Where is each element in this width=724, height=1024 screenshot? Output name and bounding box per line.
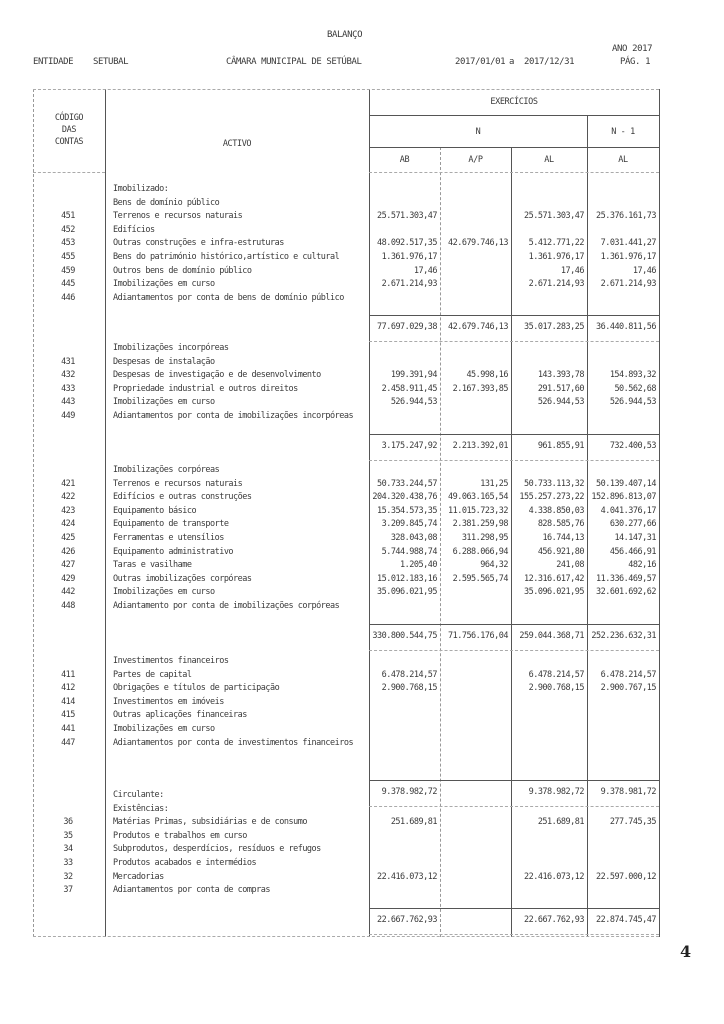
account-label: Taras e vasilhame bbox=[113, 560, 192, 571]
value-ab: 5.744.988,74 bbox=[381, 546, 437, 557]
total-ap: 71.756.176,04 bbox=[447, 630, 508, 641]
value-al: 12.316.617,42 bbox=[523, 573, 584, 584]
total-ab: 330.800.544,75 bbox=[372, 630, 437, 641]
code-header-line1: CÓDIGO bbox=[54, 113, 84, 123]
section-end-line bbox=[369, 650, 659, 651]
value-ab: 204.320.438,76 bbox=[372, 492, 437, 503]
account-label: Imobilizações em curso bbox=[113, 724, 215, 734]
period-separator: a bbox=[509, 57, 515, 67]
account-code: 447 bbox=[61, 737, 75, 748]
account-label: Investimentos em imóveis bbox=[113, 696, 224, 707]
value-ab: 2.458.911,45 bbox=[381, 383, 437, 394]
section-end-line bbox=[369, 460, 659, 461]
value-al: 526.944,53 bbox=[537, 397, 584, 408]
period-start: 2017/01/01 bbox=[455, 57, 506, 67]
total-ap: 42.679.746,13 bbox=[447, 322, 508, 333]
value-al-prev: 11.336.469,57 bbox=[595, 573, 656, 584]
grid-line bbox=[369, 172, 659, 173]
account-label: Edifícios bbox=[113, 224, 155, 235]
value-al: 25.571.303,47 bbox=[523, 211, 584, 222]
account-code: 451 bbox=[61, 211, 75, 222]
value-ap: 131,25 bbox=[480, 478, 508, 489]
total-al: 9.378.982,72 bbox=[528, 787, 584, 798]
account-code: 455 bbox=[61, 252, 75, 262]
al-header: AL bbox=[544, 155, 554, 165]
account-code: 449 bbox=[61, 411, 75, 421]
section-title: Imobilizado: bbox=[113, 184, 169, 194]
value-ab: 3.209.845,74 bbox=[381, 519, 437, 530]
value-ap: 6.288.066,94 bbox=[452, 546, 508, 557]
total-ab: 77.697.029,38 bbox=[376, 322, 437, 333]
code-header-line3: CONTAS bbox=[54, 137, 84, 147]
value-al-prev: 17,46 bbox=[632, 265, 656, 276]
account-label: Imobilizações em curso bbox=[113, 279, 215, 290]
value-ab: 1.361.976,17 bbox=[381, 252, 437, 262]
account-label: Produtos e trabalhos em curso bbox=[113, 830, 247, 841]
al-prev-header: AL bbox=[618, 155, 628, 165]
exercicios-header: EXERCÍCIOS bbox=[490, 97, 538, 107]
account-label: Despesas de investigação e de desenvolvimento bbox=[113, 370, 321, 381]
account-code: 37 bbox=[63, 885, 73, 896]
value-al-prev: 7.031.441,27 bbox=[600, 238, 656, 249]
value-al: 155.257.273,22 bbox=[519, 492, 584, 503]
account-code: 35 bbox=[63, 830, 73, 841]
section-end-line bbox=[369, 806, 659, 807]
ab-header: AB bbox=[399, 155, 410, 165]
grid-line bbox=[33, 89, 659, 90]
value-al-prev: 50.139.407,14 bbox=[595, 478, 656, 489]
value-al-prev: 526.944,53 bbox=[609, 397, 656, 408]
section-end-line bbox=[369, 934, 659, 935]
value-al-prev: 4.041.376,17 bbox=[600, 505, 656, 516]
balance-sheet-table bbox=[33, 89, 660, 937]
account-label: Adiantamentos por conta de investimentos financeiros bbox=[113, 737, 354, 748]
value-ab: 328.043,08 bbox=[390, 533, 437, 543]
grid-line bbox=[33, 936, 659, 937]
value-ap: 2.381.259,98 bbox=[452, 519, 508, 530]
account-label: Adiantamentos por conta de bens de domínio público bbox=[113, 292, 344, 303]
value-ap: 11.015.723,32 bbox=[447, 505, 508, 516]
total-al: 259.044.368,71 bbox=[519, 630, 584, 641]
section-title: Bens de domínio público bbox=[113, 197, 220, 208]
total-ab: 22.667.762,93 bbox=[376, 914, 437, 925]
value-al-prev: 14.147,31 bbox=[614, 533, 656, 543]
total-ab: 3.175.247,92 bbox=[381, 440, 437, 451]
account-label: Adiantamento por conta de imobilizações corpóreas bbox=[113, 601, 340, 611]
value-al-prev: 25.376.161,73 bbox=[595, 211, 656, 222]
value-ab: 15.012.183,16 bbox=[376, 573, 437, 584]
section-title: Imobilizações corpóreas bbox=[113, 465, 220, 475]
value-al: 22.416.073,12 bbox=[523, 871, 584, 882]
value-al: 456.921,80 bbox=[537, 546, 584, 557]
section-end-line bbox=[369, 341, 659, 342]
account-code: 459 bbox=[61, 265, 75, 276]
total-ab: 9.378.982,72 bbox=[381, 787, 437, 798]
account-label: Partes de capital bbox=[113, 669, 192, 680]
account-code: 442 bbox=[61, 587, 75, 598]
section-title: Investimentos financeiros bbox=[113, 656, 229, 666]
year-label: ANO 2017 bbox=[612, 44, 653, 54]
account-code: 36 bbox=[63, 817, 73, 828]
value-ap: 49.063.165,54 bbox=[447, 492, 508, 503]
value-al-prev: 50.562,68 bbox=[614, 383, 656, 394]
grid-line bbox=[369, 147, 659, 148]
value-al: 143.393,78 bbox=[537, 370, 584, 381]
account-label: Mercadorias bbox=[113, 871, 164, 882]
value-ap: 45.998,16 bbox=[466, 370, 508, 381]
grid-line bbox=[659, 89, 660, 937]
value-al: 50.733.113,32 bbox=[523, 478, 584, 489]
value-al-prev: 152.896.813,07 bbox=[591, 492, 656, 503]
section-title: Circulante: bbox=[113, 790, 164, 800]
account-label: Edifícios e outras construções bbox=[113, 492, 252, 503]
account-label: Equipamento administrativo bbox=[113, 546, 234, 557]
account-code: 445 bbox=[61, 279, 75, 290]
value-al-prev: 154.893,32 bbox=[609, 370, 656, 381]
activo-header: ACTIVO bbox=[222, 139, 252, 149]
value-ab: 6.478.214,57 bbox=[381, 669, 437, 680]
entity-name: CÂMARA MUNICIPAL DE SETÚBAL bbox=[226, 57, 362, 67]
section-title: Imobilizações incorpóreas bbox=[113, 343, 229, 353]
total-al: 35.017.283,25 bbox=[523, 322, 584, 333]
value-al: 4.338.850,03 bbox=[528, 505, 584, 516]
account-code: 425 bbox=[61, 533, 75, 543]
value-ab: 251.689,81 bbox=[390, 817, 437, 828]
value-al: 17,46 bbox=[560, 265, 584, 276]
subtotal-line bbox=[369, 780, 659, 781]
report-title: BALANÇO bbox=[327, 30, 363, 40]
handwritten-page-mark: 4 bbox=[680, 942, 692, 961]
account-code: 453 bbox=[61, 238, 75, 249]
value-al: 6.478.214,57 bbox=[528, 669, 584, 680]
account-label: Matérias Primas, subsidiárias e de consumo bbox=[113, 817, 307, 828]
value-ab: 1.205,40 bbox=[400, 560, 437, 571]
value-al: 2.900.768,15 bbox=[528, 683, 584, 694]
value-al: 2.671.214,93 bbox=[528, 279, 584, 290]
account-label: Adiantamentos por conta de imobilizações incorpóreas bbox=[113, 411, 354, 421]
value-ab: 50.733.244,57 bbox=[376, 478, 437, 489]
value-al-prev: 630.277,66 bbox=[609, 519, 656, 530]
account-label: Terrenos e recursos naturais bbox=[113, 478, 243, 489]
account-code: 426 bbox=[61, 546, 75, 557]
account-code: 432 bbox=[61, 370, 75, 381]
value-ab: 48.092.517,35 bbox=[376, 238, 437, 249]
account-label: Despesas de instalação bbox=[113, 356, 215, 367]
value-ab: 199.391,94 bbox=[390, 370, 437, 381]
value-ap: 311.298,95 bbox=[461, 533, 508, 543]
account-code: 433 bbox=[61, 383, 75, 394]
account-code: 412 bbox=[61, 683, 75, 694]
account-label: Bens do património histórico,artístico e cultural bbox=[113, 252, 340, 262]
total-al: 22.667.762,93 bbox=[523, 914, 584, 925]
account-label: Equipamento de transporte bbox=[113, 519, 229, 530]
period-end: 2017/12/31 bbox=[524, 57, 575, 67]
account-code: 422 bbox=[61, 492, 75, 503]
account-code: 414 bbox=[61, 696, 75, 707]
value-al: 5.412.771,22 bbox=[528, 238, 584, 249]
value-al-prev: 2.671.214,93 bbox=[600, 279, 656, 290]
account-label: Equipamento básico bbox=[113, 505, 197, 516]
account-code: 33 bbox=[63, 858, 73, 868]
n-header: N bbox=[475, 127, 481, 137]
account-label: Subprodutos, desperdícios, resíduos e refugos bbox=[113, 844, 321, 855]
account-code: 446 bbox=[61, 292, 75, 303]
account-code: 429 bbox=[61, 573, 75, 584]
value-al: 241,08 bbox=[556, 560, 584, 571]
account-code: 448 bbox=[61, 601, 75, 611]
total-al-prev: 252.236.632,31 bbox=[591, 630, 656, 641]
account-label: Produtos acabados e intermédios bbox=[113, 858, 257, 868]
n-minus-1-header: N - 1 bbox=[611, 127, 635, 137]
subtotal-line bbox=[369, 315, 659, 316]
account-code: 441 bbox=[61, 724, 75, 734]
account-label: Outros bens de domínio público bbox=[113, 265, 252, 276]
value-al: 16.744,13 bbox=[542, 533, 584, 543]
account-label: Terrenos e recursos naturais bbox=[113, 211, 243, 222]
account-code: 431 bbox=[61, 356, 75, 367]
total-ap: 2.213.392,01 bbox=[452, 440, 508, 451]
value-ab: 2.671.214,93 bbox=[381, 279, 437, 290]
account-code: 452 bbox=[61, 224, 75, 235]
value-ap: 964,32 bbox=[480, 560, 508, 571]
section-title: Existências: bbox=[113, 803, 169, 814]
value-al-prev: 1.361.976,17 bbox=[600, 252, 656, 262]
total-al-prev: 36.440.811,56 bbox=[595, 322, 656, 333]
account-code: 415 bbox=[61, 710, 75, 721]
value-al-prev: 482,16 bbox=[628, 560, 656, 571]
value-al: 35.096.021,95 bbox=[523, 587, 584, 598]
value-ab: 2.900.768,15 bbox=[381, 683, 437, 694]
entity-code: SETUBAL bbox=[93, 57, 129, 67]
account-label: Imobilizações em curso bbox=[113, 397, 215, 408]
value-al: 1.361.976,17 bbox=[528, 252, 584, 262]
value-ab: 22.416.073,12 bbox=[376, 871, 437, 882]
grid-line bbox=[33, 172, 105, 173]
value-ap: 2.595.565,74 bbox=[452, 573, 508, 584]
account-code: 423 bbox=[61, 505, 75, 516]
code-header-line2: DAS bbox=[61, 125, 77, 135]
ap-header: A/P bbox=[468, 155, 483, 165]
account-label: Outras imobilizações corpóreas bbox=[113, 573, 252, 584]
total-al-prev: 732.400,53 bbox=[609, 440, 656, 451]
value-ab: 17,46 bbox=[413, 265, 437, 276]
value-ab: 25.571.303,47 bbox=[376, 211, 437, 222]
total-al-prev: 22.874.745,47 bbox=[595, 914, 656, 925]
account-code: 411 bbox=[61, 669, 75, 680]
value-ap: 42.679.746,13 bbox=[447, 238, 508, 249]
value-al: 291.517,60 bbox=[537, 383, 584, 394]
total-al-prev: 9.378.981,72 bbox=[600, 787, 656, 798]
value-al-prev: 22.597.000,12 bbox=[595, 871, 656, 882]
account-code: 427 bbox=[61, 560, 75, 571]
entity-label: ENTIDADE bbox=[33, 57, 74, 67]
value-al: 828.585,76 bbox=[537, 519, 584, 530]
account-code: 421 bbox=[61, 478, 75, 489]
page-number: PÁG. 1 bbox=[620, 57, 651, 67]
value-ab: 35.096.021,95 bbox=[376, 587, 437, 598]
value-al-prev: 6.478.214,57 bbox=[600, 669, 656, 680]
account-code: 443 bbox=[61, 397, 75, 408]
account-code: 424 bbox=[61, 519, 75, 530]
account-label: Outras aplicações financeiras bbox=[113, 710, 247, 721]
grid-line bbox=[369, 115, 659, 116]
account-label: Propriedade industrial e outros direitos bbox=[113, 383, 298, 394]
account-label: Imobilizações em curso bbox=[113, 587, 215, 598]
account-label: Outras construções e infra-estruturas bbox=[113, 238, 284, 249]
account-label: Adiantamentos por conta de compras bbox=[113, 885, 270, 896]
value-al-prev: 456.466,91 bbox=[609, 546, 656, 557]
value-al-prev: 32.601.692,62 bbox=[595, 587, 656, 598]
account-code: 32 bbox=[63, 871, 73, 882]
account-label: Obrigações e títulos de participação bbox=[113, 683, 280, 694]
value-al-prev: 277.745,35 bbox=[609, 817, 656, 828]
value-al-prev: 2.900.767,15 bbox=[600, 683, 656, 694]
value-ab: 526.944,53 bbox=[390, 397, 437, 408]
total-al: 961.855,91 bbox=[537, 440, 584, 451]
account-code: 34 bbox=[63, 844, 73, 855]
grid-line bbox=[105, 89, 106, 937]
subtotal-line bbox=[369, 908, 659, 909]
value-al: 251.689,81 bbox=[537, 817, 584, 828]
value-ap: 2.167.393,85 bbox=[452, 383, 508, 394]
value-ab: 15.354.573,35 bbox=[376, 505, 437, 516]
subtotal-line bbox=[369, 624, 659, 625]
subtotal-line bbox=[369, 434, 659, 435]
account-label: Ferramentas e utensílios bbox=[113, 533, 224, 543]
